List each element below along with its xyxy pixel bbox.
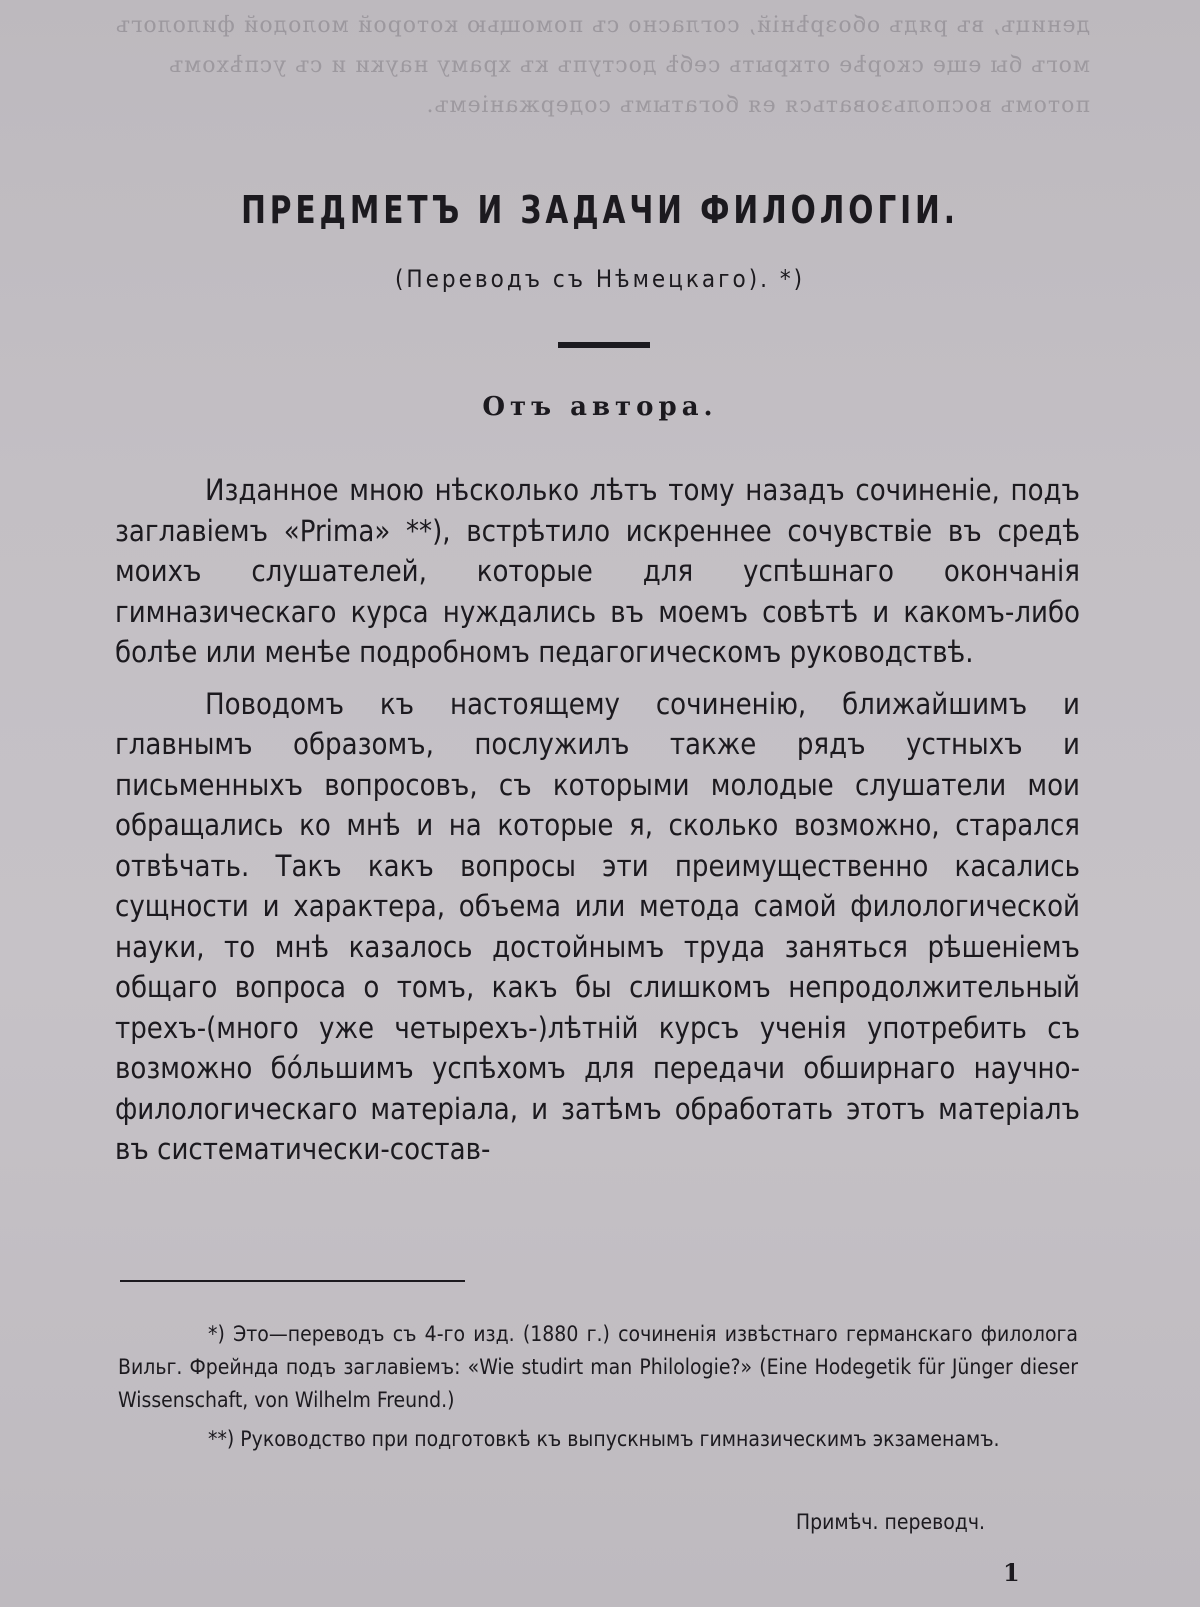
paragraph-1: Изданное мною нѣсколько лѣтъ тому назадъ сочиненіе, подъ заглавіемъ «Prima» **), встрѣтило искреннее сочувствіе въ средѣ моихъ слушателей, которые для успѣшнаго окончанія гимназическаго курса нуждались въ моемъ совѣтѣ и какомъ-либо болѣе или менѣе подробномъ педагогическомъ руководствѣ.	[115, 473, 1080, 669]
footnote-divider	[120, 1280, 465, 1282]
footnote-2: **) Руководство при подготовкѣ къ выпускнымъ гимназическимъ экзаменамъ.	[208, 1427, 1000, 1451]
section-heading: Отъ автора.	[482, 392, 718, 422]
paragraph-2: Поводомъ къ настоящему сочиненію, ближайшимъ и главнымъ образомъ, послужилъ также рядъ устныхъ и письменныхъ вопросовъ, съ которыми молодые слушатели мои обращались ко мнѣ и на которые я, сколько возможно, старался отвѣчать. Такъ какъ вопросы эти преимущественно касались сущности и характера, объема или метода самой филологической науки, то мнѣ казалось достойнымъ труда заняться рѣшеніемъ общаго вопроса о томъ, какъ бы слишкомъ непродолжительный трехъ-(много уже четырехъ-)лѣтній курсъ ученія употребить съ возможно бо́льшимъ успѣхомъ для передачи обширнаго научно-филологическаго матеріала, и затѣмъ обработать этотъ матеріалъ въ систематически-состав-	[115, 686, 1080, 1166]
translator-note: Примѣч. переводч.	[795, 1510, 985, 1534]
page-number: 1	[1003, 1558, 1020, 1587]
body-text	[115, 470, 1080, 1170]
footnote-1: *) Это—переводъ съ 4-го изд. (1880 г.) сочиненія извѣстнаго германскаго филолога Вильг. Фрейнда подъ заглавіемъ: «Wie studirt man Philologie?» (Eine Hodegetik für Jünger dieser Wissenschaft, von Wilhelm Freund.)	[118, 1322, 1078, 1412]
bleed-through-text: деницъ, въ рядъ обозрѣній, согласно съ помощью которой молодой филологъ могъ бы еще скорѣе открыть себѣ доступъ къ храму науки и съ успѣхомъ потомъ воспользоваться ея богатымъ содержаніемъ.	[114, 13, 1090, 118]
document-title: ПРЕДМЕТЪ И ЗАДАЧИ ФИЛОЛОГIИ.	[241, 188, 959, 232]
footnotes	[118, 1318, 1078, 1456]
document-subtitle: (Переводъ съ Нѣмецкаго). *)	[394, 265, 806, 293]
title-divider	[558, 342, 650, 348]
